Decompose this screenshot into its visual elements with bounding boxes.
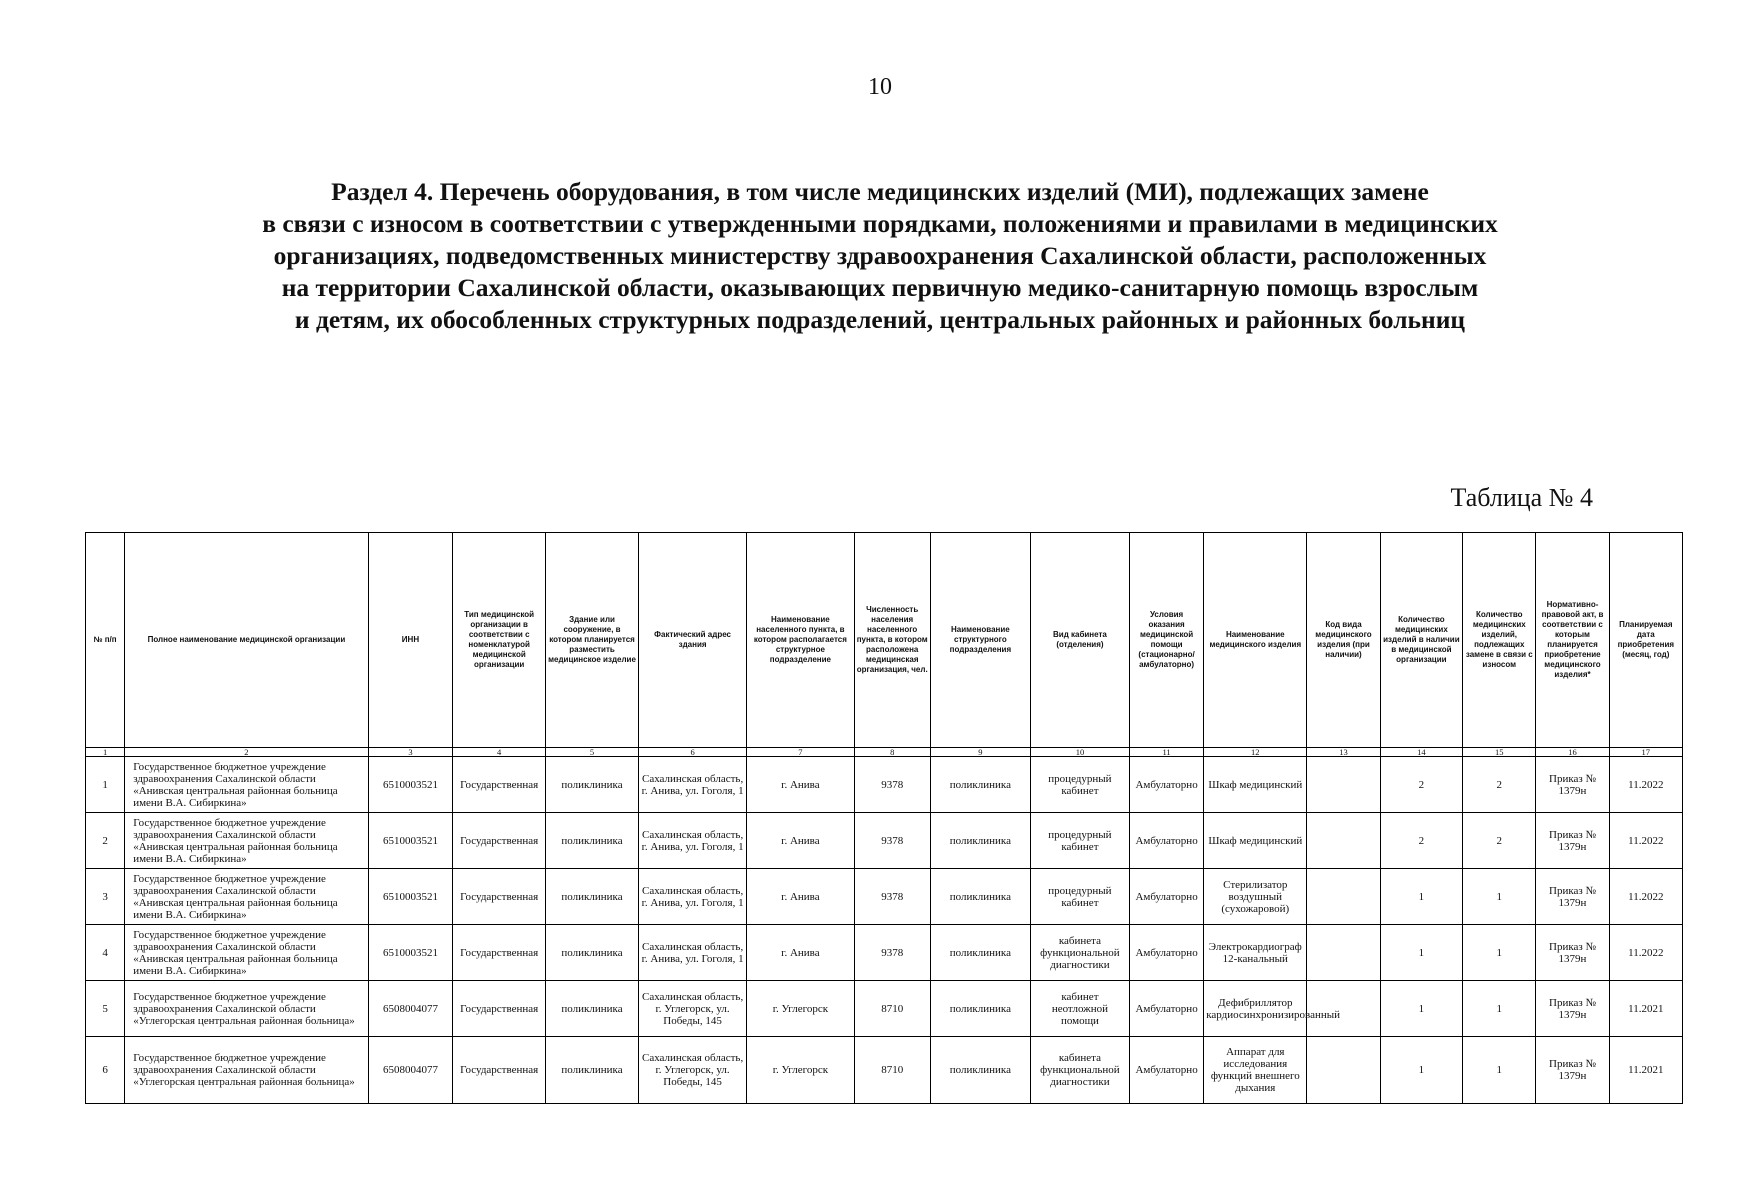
equipment-table: [85, 532, 1683, 1104]
table-cell: 3: [86, 869, 125, 925]
table-cell: Амбулаторно: [1129, 869, 1203, 925]
table-cell: Государственная: [453, 869, 546, 925]
column-number: 11: [1129, 748, 1203, 757]
table-cell: 2: [1380, 757, 1463, 813]
table-cell: поликлиника: [930, 981, 1030, 1037]
table-cell: 4: [86, 925, 125, 981]
table-cell: 11.2022: [1609, 757, 1682, 813]
table-cell: процедурный кабинет: [1030, 869, 1129, 925]
table-cell: поликлиника: [546, 757, 639, 813]
table-cell: Амбулаторно: [1129, 757, 1203, 813]
table-cell: кабинета функциональной диагностики: [1030, 925, 1129, 981]
column-header: Полное наименование медицинской организации: [125, 533, 368, 748]
table-cell: 11.2021: [1609, 981, 1682, 1037]
column-header: Планируемая дата приобретения (месяц, год): [1609, 533, 1682, 748]
page-number: 10: [868, 74, 892, 100]
table-row: [86, 813, 1683, 869]
title-line: организациях, подведомственных министерству здравоохранения Сахалинской области, расположенных: [273, 241, 1487, 270]
table-cell: 1: [1463, 1037, 1536, 1104]
column-header: Количество медицинских изделий в наличии в медицинской организации: [1380, 533, 1463, 748]
table-cell: 9378: [854, 925, 930, 981]
table-cell: 11.2021: [1609, 1037, 1682, 1104]
table-cell: 11.2022: [1609, 869, 1682, 925]
table-cell: Государственная: [453, 813, 546, 869]
column-header: Вид кабинета (отделения): [1030, 533, 1129, 748]
table-cell: Государственная: [453, 925, 546, 981]
table-cell: Государственное бюджетное учреждение здравоохранения Сахалинской области «Анивская центральная районная больница имени В.А. Сибиркина»: [125, 869, 368, 925]
table-cell: Аппарат для исследования функций внешнего дыхания: [1204, 1037, 1307, 1104]
column-header: Наименование медицинского изделия: [1204, 533, 1307, 748]
column-header: Здание или сооружение, в котором планируется разместить медицинское изделие: [546, 533, 639, 748]
table-cell: г. Углегорск: [747, 981, 854, 1037]
column-number: 15: [1463, 748, 1536, 757]
table-row: [86, 1037, 1683, 1104]
title-line: и детям, их обособленных структурных подразделений, центральных районных и районных больниц: [294, 305, 1466, 334]
table-cell: поликлиника: [930, 869, 1030, 925]
column-number: 14: [1380, 748, 1463, 757]
column-number: 16: [1536, 748, 1609, 757]
table-cell: Шкаф медицинский: [1204, 757, 1307, 813]
title-line: Раздел 4. Перечень оборудования, в том числе медицинских изделий (МИ), подлежащих замене: [331, 177, 1429, 206]
table-cell: Сахалинская область, г. Анива, ул. Гоголя, 1: [638, 869, 746, 925]
table-cell: Дефибриллятор кардиосинхронизированный: [1204, 981, 1307, 1037]
table-cell: поликлиника: [546, 813, 639, 869]
table-cell: 1: [1463, 869, 1536, 925]
title-line: на территории Сахалинской области, оказывающих первичную медико-санитарную помощь взрослым: [281, 273, 1479, 302]
column-header: Наименование населенного пункта, в котором располагается структурное подразделение: [747, 533, 854, 748]
table-cell: 6510003521: [368, 757, 453, 813]
column-header: Условия оказания медицинской помощи (стационарно/ амбулаторно): [1129, 533, 1203, 748]
title-line: в связи с износом в соответствии с утвержденными порядками, положениями и правилами в медицинских: [262, 209, 1498, 238]
table-cell: [1307, 869, 1380, 925]
table-cell: [1307, 1037, 1380, 1104]
table-cell: 6508004077: [368, 981, 453, 1037]
table-cell: 6: [86, 1037, 125, 1104]
table-row: [86, 757, 1683, 813]
table-cell: 2: [1463, 813, 1536, 869]
column-number: 13: [1307, 748, 1380, 757]
table-cell: Стерилизатор воздушный (сухожаровой): [1204, 869, 1307, 925]
table-cell: Амбулаторно: [1129, 981, 1203, 1037]
table-cell: Государственное бюджетное учреждение здравоохранения Сахалинской области «Анивская центральная районная больница имени В.А. Сибиркина»: [125, 757, 368, 813]
table-cell: Амбулаторно: [1129, 813, 1203, 869]
column-number: 9: [930, 748, 1030, 757]
table-cell: [1307, 925, 1380, 981]
table-cell: Государственная: [453, 757, 546, 813]
column-header: Численность населения населенного пункта, в котором расположена медицинская организация, чел.: [854, 533, 930, 748]
table-cell: г. Анива: [747, 869, 854, 925]
table-header-row: [86, 533, 1683, 748]
column-number: 7: [747, 748, 854, 757]
table-cell: 11.2022: [1609, 813, 1682, 869]
table-label: Таблица № 4: [1450, 483, 1593, 512]
column-header: Фактический адрес здания: [638, 533, 746, 748]
column-number: 17: [1609, 748, 1682, 757]
table-cell: Государственная: [453, 1037, 546, 1104]
table-cell: [1307, 757, 1380, 813]
section-title: [150, 176, 1610, 336]
column-number: 2: [125, 748, 368, 757]
table-cell: Шкаф медицинский: [1204, 813, 1307, 869]
table-cell: поликлиника: [930, 1037, 1030, 1104]
table-cell: Приказ № 1379н: [1536, 981, 1609, 1037]
table-cell: Сахалинская область, г. Углегорск, ул. Победы, 145: [638, 1037, 746, 1104]
table-cell: 6510003521: [368, 925, 453, 981]
table-cell: 9378: [854, 813, 930, 869]
table-cell: поликлиника: [930, 757, 1030, 813]
table-cell: Государственная: [453, 981, 546, 1037]
table-cell: 6510003521: [368, 813, 453, 869]
column-header: Нормативно-правовой акт, в соответствии с которым планируется приобретение медицинского изделия*: [1536, 533, 1609, 748]
table-cell: Государственное бюджетное учреждение здравоохранения Сахалинской области «Анивская центральная районная больница имени В.А. Сибиркина»: [125, 925, 368, 981]
column-number: 3: [368, 748, 453, 757]
table-cell: Приказ № 1379н: [1536, 869, 1609, 925]
table-cell: 11.2022: [1609, 925, 1682, 981]
table-cell: г. Анива: [747, 813, 854, 869]
table-cell: поликлиника: [930, 813, 1030, 869]
table-cell: поликлиника: [930, 925, 1030, 981]
column-header: Количество медицинских изделий, подлежащих замене в связи с износом: [1463, 533, 1536, 748]
column-number: 10: [1030, 748, 1129, 757]
table-cell: 2: [86, 813, 125, 869]
table-cell: 2: [1380, 813, 1463, 869]
table-cell: 1: [1463, 981, 1536, 1037]
table-cell: г. Анива: [747, 757, 854, 813]
table-cell: 1: [1463, 925, 1536, 981]
table-cell: Приказ № 1379н: [1536, 757, 1609, 813]
table-cell: процедурный кабинет: [1030, 813, 1129, 869]
table-cell: Государственное бюджетное учреждение здравоохранения Сахалинской области «Углегорская центральная районная больница»: [125, 981, 368, 1037]
table-cell: Электрокардиограф 12-канальный: [1204, 925, 1307, 981]
column-header: ИНН: [368, 533, 453, 748]
table-cell: Государственное бюджетное учреждение здравоохранения Сахалинской области «Углегорская центральная районная больница»: [125, 1037, 368, 1104]
table-cell: 1: [1380, 869, 1463, 925]
column-number: 6: [638, 748, 746, 757]
column-number: 1: [86, 748, 125, 757]
table-cell: поликлиника: [546, 869, 639, 925]
table-row: [86, 869, 1683, 925]
table-cell: 6508004077: [368, 1037, 453, 1104]
table-cell: поликлиника: [546, 925, 639, 981]
table-cell: 9378: [854, 869, 930, 925]
table-cell: 8710: [854, 1037, 930, 1104]
table-cell: г. Углегорск: [747, 1037, 854, 1104]
table-cell: 9378: [854, 757, 930, 813]
table-cell: 5: [86, 981, 125, 1037]
table-cell: Государственное бюджетное учреждение здравоохранения Сахалинской области «Анивская центральная районная больница имени В.А. Сибиркина»: [125, 813, 368, 869]
column-number-row: [86, 748, 1683, 757]
table-cell: Амбулаторно: [1129, 925, 1203, 981]
table-cell: Приказ № 1379н: [1536, 813, 1609, 869]
table-cell: Приказ № 1379н: [1536, 1037, 1609, 1104]
column-number: 8: [854, 748, 930, 757]
table-row: [86, 981, 1683, 1037]
table-cell: Сахалинская область, г. Анива, ул. Гоголя, 1: [638, 925, 746, 981]
table-cell: 1: [1380, 1037, 1463, 1104]
table-cell: поликлиника: [546, 1037, 639, 1104]
column-number: 4: [453, 748, 546, 757]
table-row: [86, 925, 1683, 981]
table-cell: Сахалинская область, г. Анива, ул. Гоголя, 1: [638, 757, 746, 813]
table-cell: кабинет неотложной помощи: [1030, 981, 1129, 1037]
table-cell: кабинета функциональной диагностики: [1030, 1037, 1129, 1104]
column-number: 12: [1204, 748, 1307, 757]
table-cell: 1: [1380, 925, 1463, 981]
table-cell: процедурный кабинет: [1030, 757, 1129, 813]
table-cell: Приказ № 1379н: [1536, 925, 1609, 981]
column-header: Наименование структурного подразделения: [930, 533, 1030, 748]
column-header: Тип медицинской организации в соответствии с номенклатурой медицинской организации: [453, 533, 546, 748]
column-header: Код вида медицинского изделия (при наличии): [1307, 533, 1380, 748]
table-cell: г. Анива: [747, 925, 854, 981]
table-cell: 1: [86, 757, 125, 813]
table-cell: 1: [1380, 981, 1463, 1037]
table-cell: поликлиника: [546, 981, 639, 1037]
table-cell: Амбулаторно: [1129, 1037, 1203, 1104]
table-cell: 2: [1463, 757, 1536, 813]
table-cell: Сахалинская область, г. Углегорск, ул. Победы, 145: [638, 981, 746, 1037]
table-cell: Сахалинская область, г. Анива, ул. Гоголя, 1: [638, 813, 746, 869]
table-cell: 8710: [854, 981, 930, 1037]
column-header: № п/п: [86, 533, 125, 748]
table-cell: [1307, 813, 1380, 869]
table-cell: 6510003521: [368, 869, 453, 925]
column-number: 5: [546, 748, 639, 757]
